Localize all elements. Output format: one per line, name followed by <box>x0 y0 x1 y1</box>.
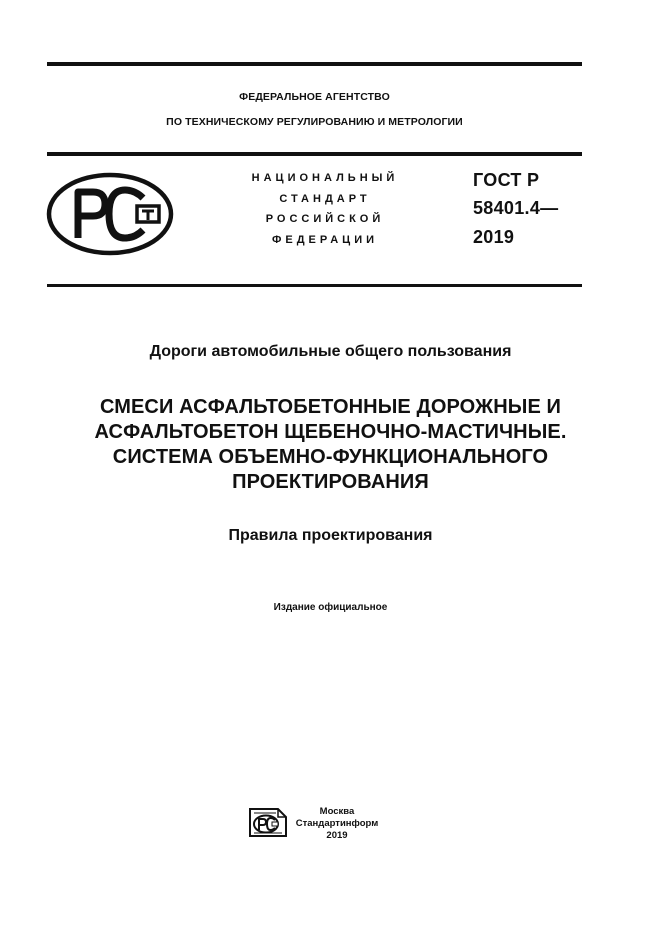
publisher-city: Москва <box>319 806 355 817</box>
document-title-line-2: АСФАЛЬТОБЕТОН ЩЕБЕНОЧНО-МАСТИЧНЫЕ. <box>94 421 567 443</box>
top-rule <box>47 62 582 66</box>
document-subtitle: Правила проектирования <box>228 527 433 544</box>
document-title <box>0 395 661 495</box>
header-bottom-rule <box>47 152 582 156</box>
document-subject: Дороги автомобильные общего пользования <box>149 343 512 360</box>
edition-label: Издание официальное <box>273 602 388 613</box>
standartinform-logo-icon <box>248 806 288 838</box>
national-standard-line-3: РОССИЙСКОЙ <box>265 213 385 225</box>
document-title-line-4: ПРОЕКТИРОВАНИЯ <box>232 471 429 493</box>
national-standard-line-4: ФЕДЕРАЦИИ <box>271 234 379 246</box>
standard-block-bottom-rule <box>47 284 582 287</box>
national-standard-line-2: СТАНДАРТ <box>279 193 371 205</box>
rst-certification-emblem-icon <box>45 172 175 256</box>
gost-designation-line-3: 2019 <box>473 227 515 247</box>
national-standard-line-1: НАЦИОНАЛЬНЫЙ <box>251 172 399 184</box>
agency-name-line-1: ФЕДЕРАЛЬНОЕ АГЕНТСТВО <box>239 91 390 103</box>
agency-name-line-2: ПО ТЕХНИЧЕСКОМУ РЕГУЛИРОВАНИЮ И МЕТРОЛОГИИ <box>166 116 463 128</box>
document-title-line-3: СИСТЕМА ОБЪЕМНО-ФУНКЦИОНАЛЬНОГО <box>112 446 549 468</box>
publisher-name: Стандартинформ <box>295 818 379 829</box>
document-title-line-1: СМЕСИ АСФАЛЬТОБЕТОННЫЕ ДОРОЖНЫЕ И <box>99 396 562 418</box>
publisher-year: 2019 <box>326 830 348 841</box>
publisher-info <box>291 806 383 842</box>
gost-designation-line-1: ГОСТ Р <box>473 170 540 190</box>
gost-designation-line-2: 58401.4— <box>473 198 559 218</box>
